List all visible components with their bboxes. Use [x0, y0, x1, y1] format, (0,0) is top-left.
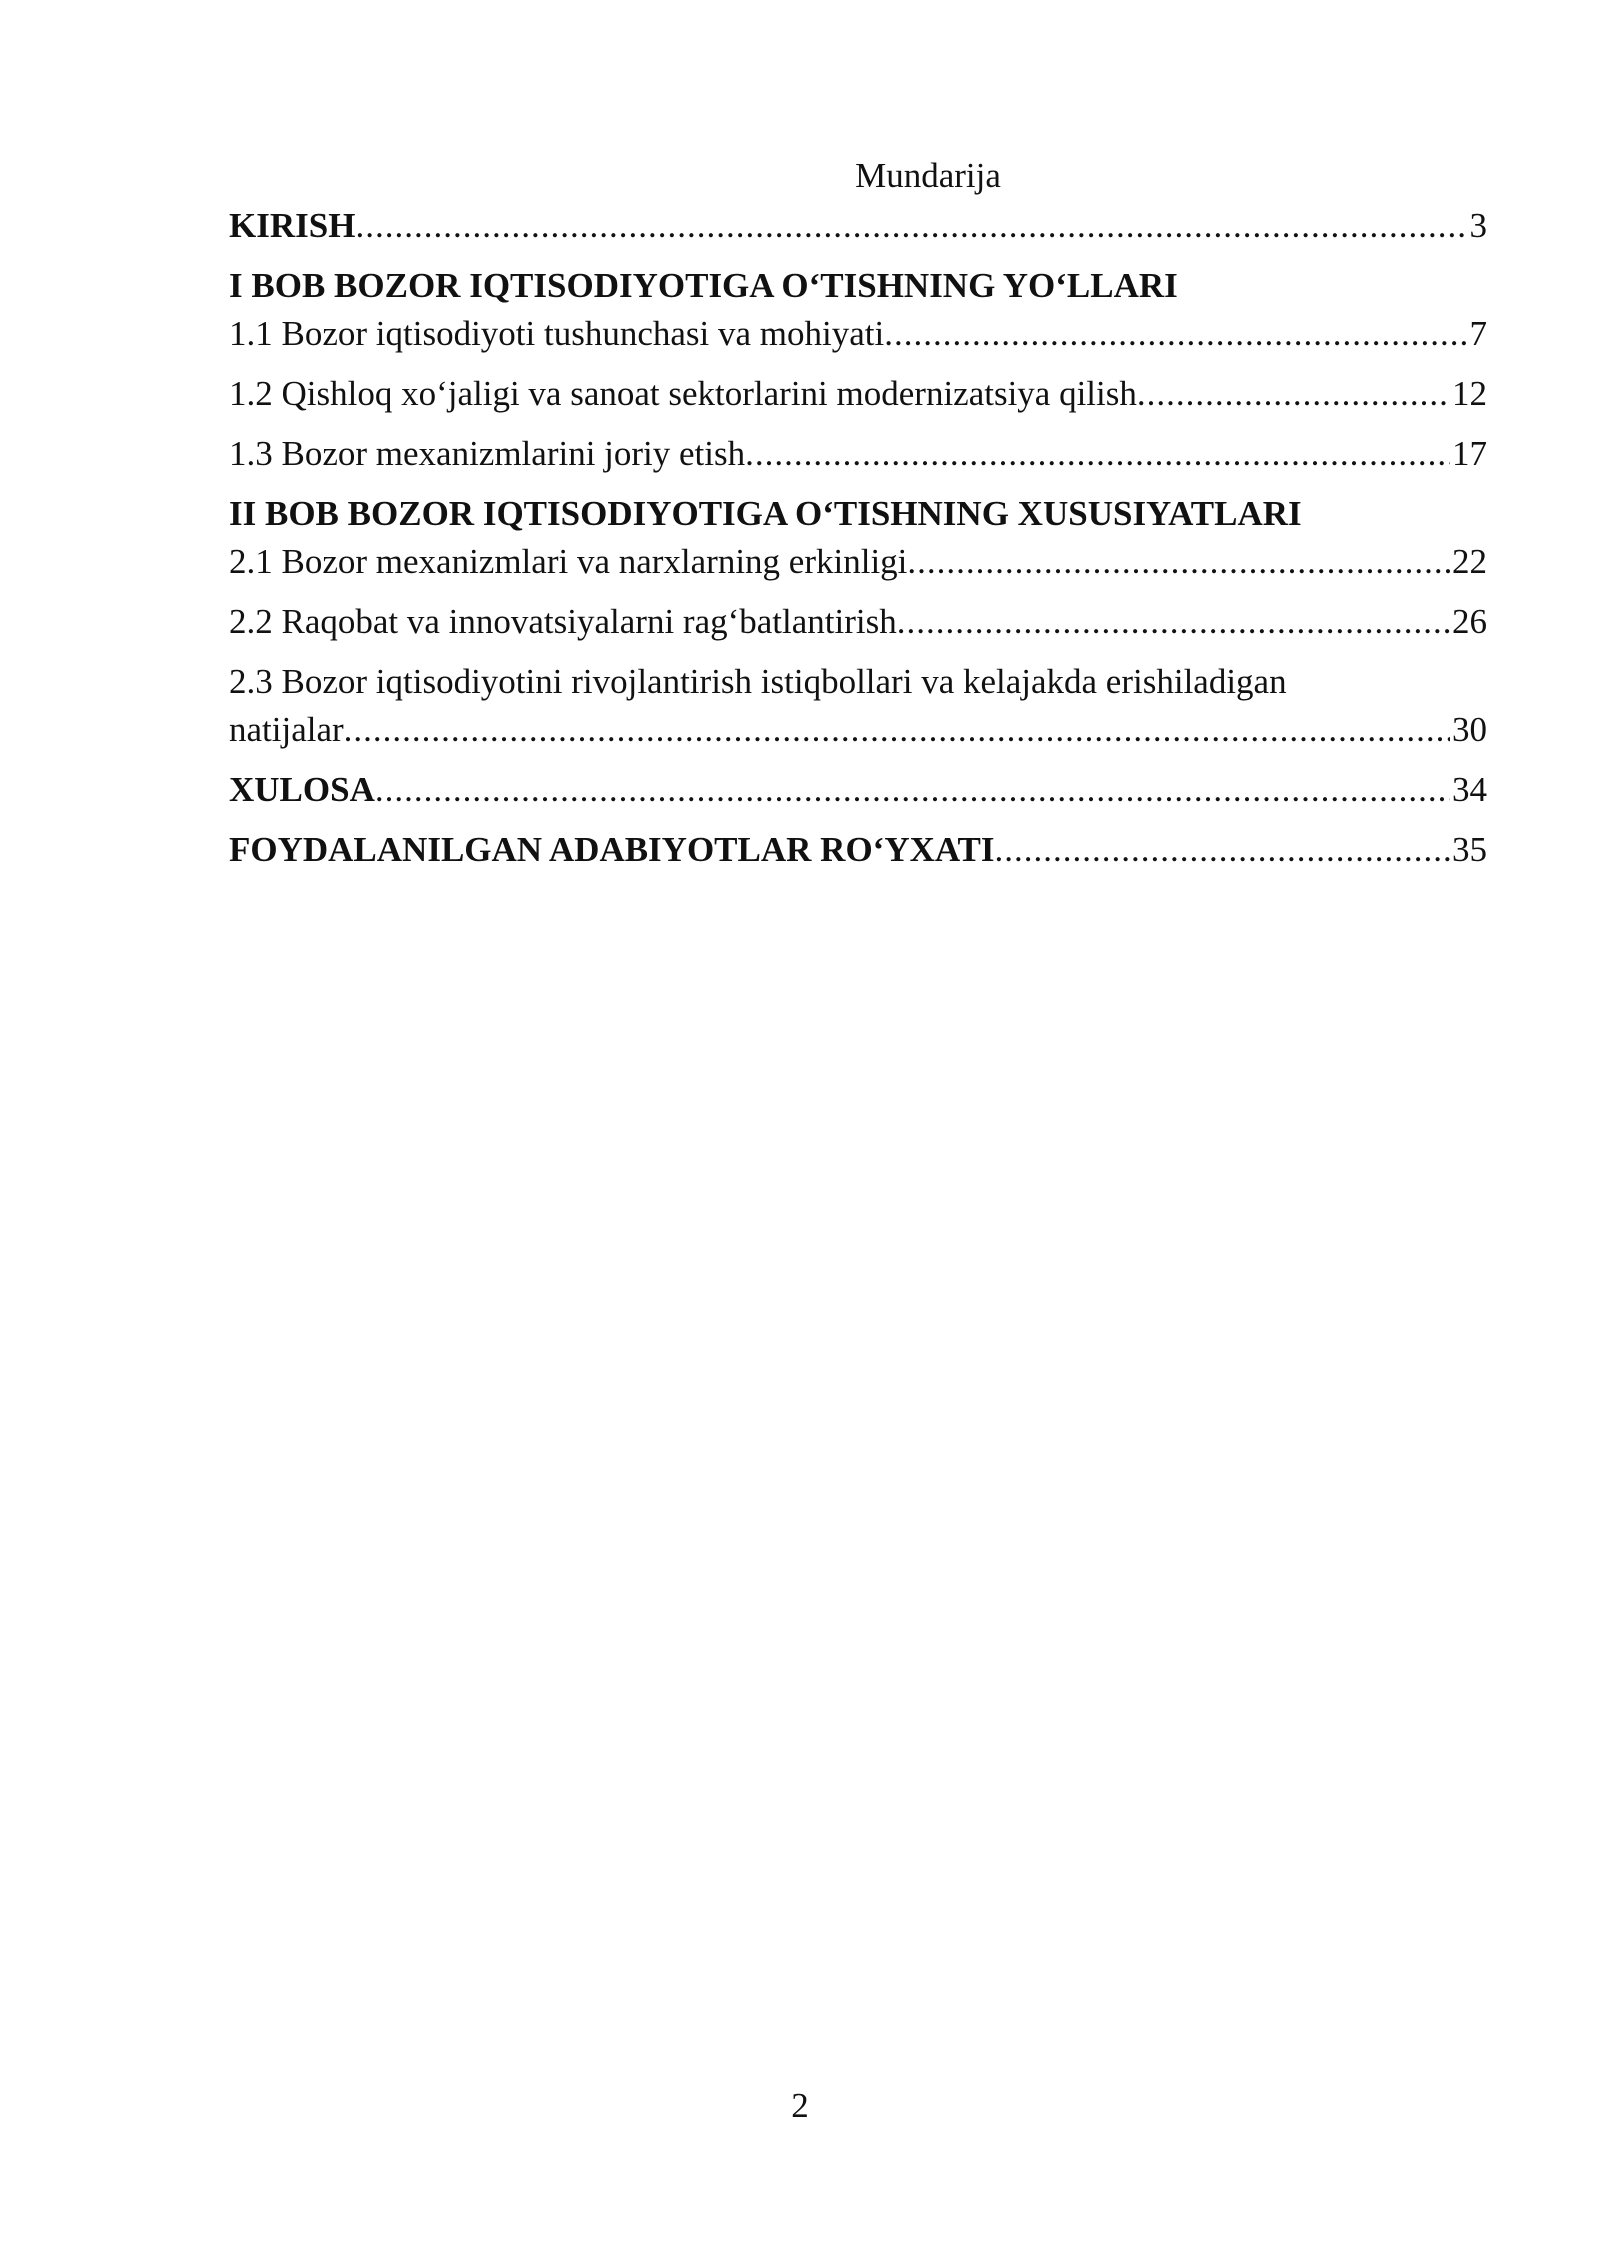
- dot-leader: [995, 826, 1450, 874]
- toc-entry-label: 2.2 Raqobat va innovatsiyalarni rag‘batlantirish: [229, 602, 897, 641]
- dot-leader: [344, 706, 1450, 754]
- toc-entry-xulosa[interactable]: [229, 766, 1487, 814]
- toc-entry-1-2[interactable]: [229, 370, 1487, 418]
- toc-entry-page: 22: [1452, 542, 1487, 581]
- toc-entry-1-3[interactable]: [229, 430, 1487, 478]
- toc-chapter-2[interactable]: II BOB BOZOR IQTISODIYOTIGA O‘TISHNING XUSUSIYATLARI: [229, 494, 1302, 533]
- toc-title: Mundarija: [855, 156, 1001, 195]
- toc-entry-label: FOYDALANILGAN ADABIYOTLAR RO‘YXATI: [229, 830, 995, 869]
- dot-leader: [1137, 370, 1450, 418]
- toc-entry-page: 17: [1452, 434, 1487, 473]
- table-of-contents: [229, 150, 1487, 874]
- dot-leader: [375, 766, 1450, 814]
- toc-entry-1-1[interactable]: [229, 310, 1487, 358]
- toc-entry-2-1[interactable]: [229, 538, 1487, 586]
- dot-leader: [907, 538, 1450, 586]
- toc-entry-kirish[interactable]: [229, 202, 1487, 250]
- toc-chapter-1[interactable]: I BOB BOZOR IQTISODIYOTIGA O‘TISHNING YO‘LLARI: [229, 266, 1178, 305]
- toc-entry-2-3-line1[interactable]: 2.3 Bozor iqtisodiyotini rivojlantirish istiqbollari va kelajakda erishiladigan: [229, 662, 1287, 701]
- dot-leader: [745, 430, 1450, 478]
- toc-entry-label: 1.3 Bozor mexanizmlarini joriy etish: [229, 434, 746, 473]
- toc-entry-label: XULOSA: [229, 770, 375, 809]
- dot-leader: [884, 310, 1467, 358]
- dot-leader: [355, 202, 1467, 250]
- toc-entry-references[interactable]: [229, 826, 1487, 874]
- toc-entry-page: 35: [1452, 830, 1487, 869]
- dot-leader: [897, 598, 1450, 646]
- page-number: 2: [791, 2086, 809, 2125]
- toc-entry-page: 26: [1452, 602, 1487, 641]
- toc-entry-page: 30: [1452, 710, 1487, 749]
- toc-entry-label: 2.1 Bozor mexanizmlari va narxlarning erkinligi: [229, 542, 908, 581]
- toc-entry-2-2[interactable]: [229, 598, 1487, 646]
- toc-entry-page: 34: [1452, 770, 1487, 809]
- toc-entry-page: 3: [1469, 206, 1487, 245]
- toc-entry-label: KIRISH: [229, 206, 356, 245]
- toc-entry-2-3[interactable]: [229, 706, 1487, 754]
- toc-entry-page: 7: [1469, 314, 1487, 353]
- toc-entry-label: 1.1 Bozor iqtisodiyoti tushunchasi va mohiyati: [229, 314, 885, 353]
- toc-entry-label: natijalar: [229, 710, 344, 749]
- toc-entry-page: 12: [1452, 374, 1487, 413]
- toc-entry-label: 1.2 Qishloq xo‘jaligi va sanoat sektorlarini modernizatsiya qilish: [229, 374, 1137, 413]
